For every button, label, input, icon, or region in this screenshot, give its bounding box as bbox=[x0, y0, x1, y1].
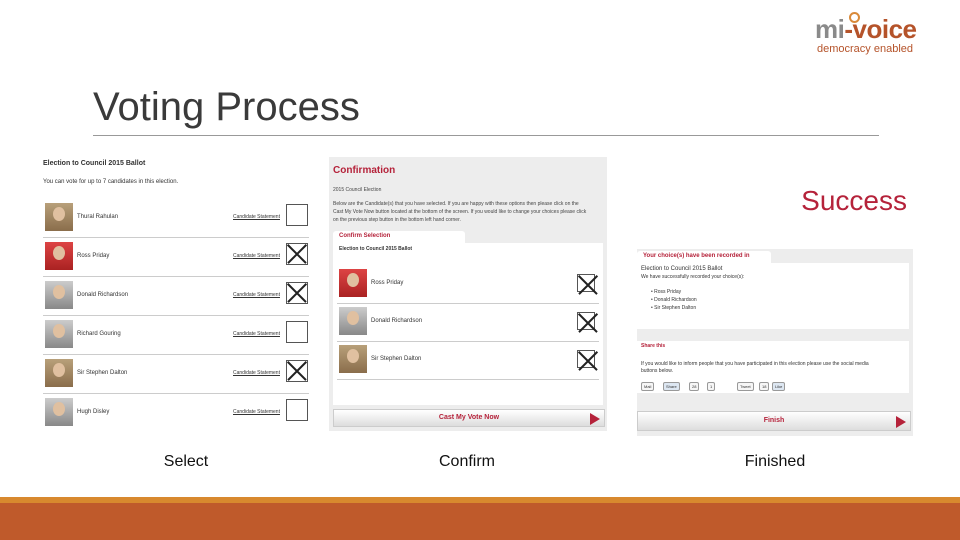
recorded-text: We have successfully recorded your choice(s): bbox=[641, 274, 745, 280]
cast-my-vote-label: Cast My Vote Now bbox=[438, 414, 500, 421]
candidate-statement-link[interactable]: Candidate Statement bbox=[233, 409, 280, 415]
title-divider bbox=[93, 135, 879, 136]
candidate-name: Ross Priday bbox=[371, 280, 404, 286]
linkedin-share-button[interactable]: Share bbox=[663, 382, 680, 391]
share-title: Share this bbox=[641, 343, 666, 349]
finish-button[interactable] bbox=[637, 411, 911, 431]
logo-part1: mi bbox=[815, 14, 845, 44]
candidate-row bbox=[43, 238, 309, 277]
candidate-row bbox=[43, 199, 309, 238]
recorded-box bbox=[637, 263, 909, 329]
confirm-screenshot bbox=[329, 157, 607, 431]
arrow-right-icon bbox=[896, 416, 906, 428]
footer-bar bbox=[0, 503, 960, 540]
tab-confirm-selection[interactable]: Confirm Selection bbox=[333, 231, 465, 243]
candidate-photo bbox=[45, 320, 73, 348]
candidate-checkbox[interactable] bbox=[286, 399, 308, 421]
candidate-statement-link[interactable]: Candidate Statement bbox=[233, 370, 280, 376]
tweet-button[interactable]: Tweet bbox=[737, 382, 754, 391]
share-text: If you would like to inform people that you have participated in this election please use the social media bbox=[641, 361, 869, 367]
logo-tagline: democracy enabled bbox=[817, 43, 914, 55]
caption-select: Select bbox=[163, 453, 209, 470]
success-heading: Success bbox=[801, 185, 907, 216]
linkedin-count: 28 bbox=[689, 382, 699, 391]
arrow-right-icon bbox=[590, 413, 600, 425]
finish-label: Finish bbox=[763, 417, 785, 424]
cast-my-vote-button[interactable] bbox=[333, 409, 605, 427]
candidate-photo bbox=[339, 269, 367, 297]
instructions-line: Below are the Candidate(s) that you have selected. If you are happy with these options then please click on the bbox=[333, 201, 579, 207]
candidate-statement-link[interactable]: Candidate Statement bbox=[233, 253, 280, 259]
tab-choices-recorded[interactable]: Your choice(s) have been recorded in bbox=[637, 251, 771, 263]
candidate-row bbox=[43, 355, 309, 394]
candidate-row bbox=[43, 394, 309, 432]
candidate-checkbox[interactable] bbox=[577, 312, 595, 330]
candidate-name: Sir Stephen Dalton bbox=[371, 356, 422, 362]
confirmation-heading: Confirmation bbox=[333, 165, 396, 176]
ballot-title: Election to Council 2015 Ballot bbox=[43, 160, 146, 167]
candidate-name: Donald Richardson bbox=[371, 318, 423, 324]
candidate-checkbox[interactable] bbox=[286, 204, 308, 226]
selected-row bbox=[337, 267, 599, 304]
candidate-photo bbox=[45, 359, 73, 387]
ballot-title: Election to Council 2015 Ballot bbox=[339, 246, 413, 252]
candidate-checkbox[interactable] bbox=[286, 360, 308, 382]
candidate-name: Richard Gouring bbox=[77, 331, 121, 337]
instructions-line: Cast My Vote Now button located at the bottom of the screen. If you would like to change your choices please click bbox=[333, 209, 587, 215]
candidate-photo bbox=[339, 307, 367, 335]
candidate-row bbox=[43, 316, 309, 355]
ballot-instructions: You can vote for up to 7 candidates in this election. bbox=[43, 179, 179, 185]
choice-name: Donald Richardson bbox=[654, 297, 697, 303]
candidate-checkbox[interactable] bbox=[577, 350, 595, 368]
candidate-statement-link[interactable]: Candidate Statement bbox=[233, 214, 280, 220]
share-text: buttons below. bbox=[641, 368, 673, 374]
caption-finished: Finished bbox=[744, 453, 806, 470]
candidate-checkbox[interactable] bbox=[286, 282, 308, 304]
finished-screenshot bbox=[637, 157, 913, 436]
ballot-title: Election to Council 2015 Ballot bbox=[641, 266, 723, 272]
selected-row bbox=[337, 305, 599, 342]
share-box bbox=[637, 341, 909, 393]
selection-box bbox=[333, 243, 603, 405]
selected-row bbox=[337, 343, 599, 380]
candidate-name: Hugh Disley bbox=[77, 409, 110, 415]
candidate-checkbox[interactable] bbox=[286, 243, 308, 265]
choice-item: • Sir Stephen Dalton bbox=[651, 305, 697, 311]
choice-item: • Ross Priday bbox=[651, 289, 682, 295]
caption-confirm: Confirm bbox=[438, 453, 495, 470]
choice-name: Sir Stephen Dalton bbox=[654, 305, 697, 311]
mail-share-button[interactable]: Mail bbox=[641, 382, 654, 391]
candidate-photo bbox=[45, 281, 73, 309]
select-screenshot bbox=[37, 157, 309, 433]
candidate-checkbox[interactable] bbox=[577, 274, 595, 292]
candidate-photo bbox=[45, 242, 73, 270]
candidate-name: Ross Priday bbox=[77, 253, 110, 259]
candidate-photo bbox=[339, 345, 367, 373]
candidate-name: Sir Stephen Dalton bbox=[77, 370, 128, 376]
like-button[interactable]: Like bbox=[772, 382, 785, 391]
candidate-name: Donald Richardson bbox=[77, 292, 129, 298]
instructions-line: on the previous step button in the bottom left hand corner. bbox=[333, 217, 461, 223]
mi-voice-logo bbox=[815, 12, 950, 57]
candidate-photo bbox=[45, 398, 73, 426]
candidate-statement-link[interactable]: Candidate Statement bbox=[233, 331, 280, 337]
choice-item: • Donald Richardson bbox=[651, 297, 697, 303]
plus-count: 1 bbox=[707, 382, 715, 391]
ballot-line: 2015 Council Election bbox=[333, 187, 382, 193]
candidate-row bbox=[43, 277, 309, 316]
candidate-photo bbox=[45, 203, 73, 231]
choice-name: Ross Priday bbox=[654, 289, 682, 295]
candidate-statement-link[interactable]: Candidate Statement bbox=[233, 292, 280, 298]
slide-title: Voting Process bbox=[93, 85, 360, 129]
tweet-count: 18 bbox=[759, 382, 769, 391]
candidate-name: Thural Rahulan bbox=[77, 214, 119, 220]
candidate-checkbox[interactable] bbox=[286, 321, 308, 343]
logo-part2: -voice bbox=[844, 14, 917, 44]
